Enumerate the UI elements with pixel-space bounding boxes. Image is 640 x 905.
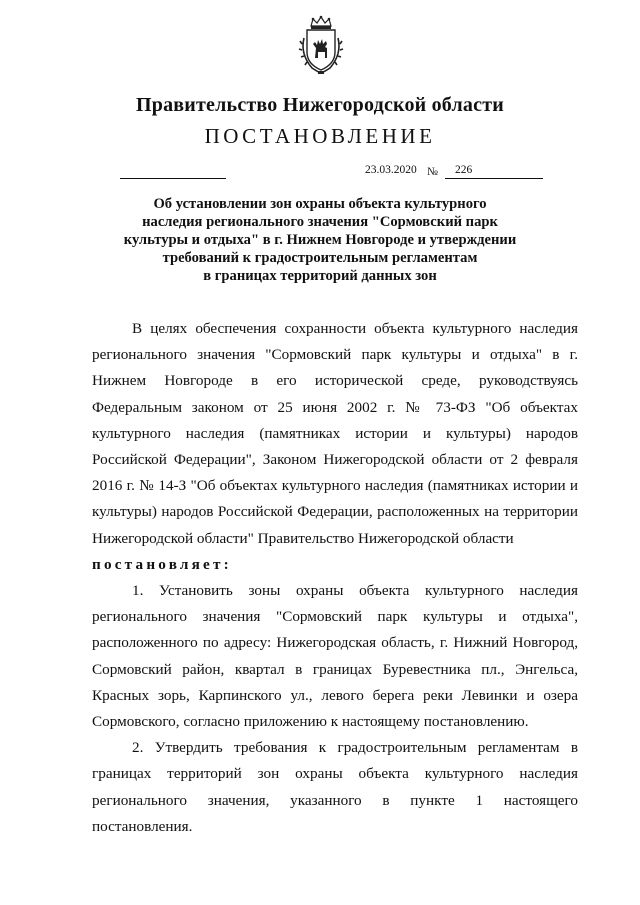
blank-date-line — [120, 177, 226, 179]
number-sign: № — [427, 166, 438, 178]
preamble-text: В целях обеспечения сохранности объекта культурного наследия регионального значения "Сормовский парк культуры и отдыха" в г. Нижнем Новгороде в его исторической среде, руководствуясь Федеральным законом от 25 июня 2002 г. № 73-ФЗ "Об объектах культурного наследия (памятниках истории и культуры) народов Российской Федерации", Законом Нижегородской области от 2 февраля 2016 г. № 14-З "Об объектах культурного наследия (памятниках истории и культуры) народов Российской Федерации, расположенных на территории Нижегородской области" Правительство Нижегородской области — [92, 320, 578, 547]
document-type: ПОСТАНОВЛЕНИЕ — [204, 124, 436, 148]
document-subject — [60, 195, 580, 285]
item-paragraph-2: 2. Утвердить требования к градостроительным регламентам в границах территорий зон охраны объекта культурного наследия регионального значения, указанного в пункте 1 настоящего постановления. — [92, 739, 578, 835]
subject-line: требований к градостроительным регламентам — [162, 250, 478, 266]
document-number-field — [445, 164, 543, 179]
resolves-word: постановляет: — [92, 555, 232, 573]
subject-line: культуры и отдыха" в г. Нижнем Новгороде и утверждении — [123, 232, 517, 248]
document-number: 226 — [455, 164, 473, 176]
resolves-line — [92, 552, 578, 578]
subject-line: наследия регионального значения "Сормовский парк — [142, 214, 498, 230]
document-date: 23.03.2020 — [365, 164, 417, 176]
document-body — [92, 316, 578, 840]
subject-line: в границах территорий данных зон — [203, 268, 437, 284]
preamble-paragraph — [92, 316, 578, 552]
organization-title: Правительство Нижегородской области — [136, 94, 504, 116]
subject-line: Об установлении зон охраны объекта культурного — [153, 196, 487, 212]
item-paragraph-1: 1. Установить зоны охраны объекта культурного наследия регионального значения "Сормовский парк культуры и отдыха", расположенного по адресу: Нижегородская область, г. Нижний Новгород, Сормовский район, квартал в границах Буревестника пл., Энгельса, Красных зорь, Карпинского ул., левого берега реки Левинки и озера Сормовского, согласно приложению к настоящему постановлению. — [92, 582, 578, 731]
coat-of-arms-icon — [298, 14, 344, 76]
